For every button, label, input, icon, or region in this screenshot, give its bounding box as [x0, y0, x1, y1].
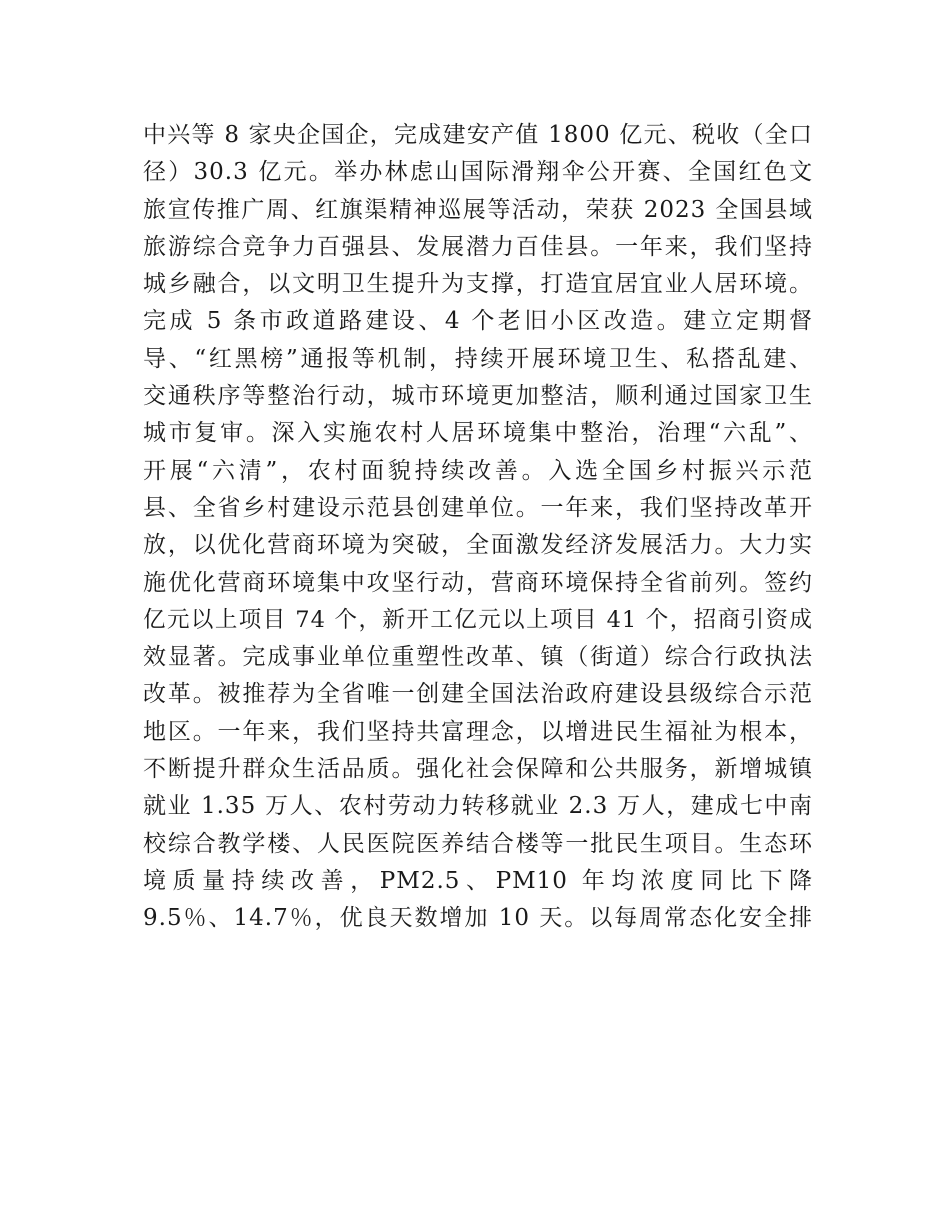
text-line: 地区。一年来，我们坚持共富理念，以增进民生福祉为根本， — [143, 718, 813, 745]
text-line: 不断提升群众生活品质。强化社会保障和公共服务，新增城镇 — [143, 756, 813, 783]
text-line: 城乡融合，以文明卫生提升为支撑，打造宜居宜业人居环境。 — [143, 271, 813, 298]
text-line: 改革。被推荐为全省唯一创建全国法治政府建设县级综合示范 — [143, 681, 813, 708]
text-line: 就业 1.35 万人、农村劳动力转移就业 2.3 万人，建成七中南 — [143, 793, 813, 820]
text-line: 城市复审。深入实施农村人居环境集中整治，治理“六乱”、 — [143, 420, 813, 447]
text-line: 旅宣传推广周、红旗渠精神巡展等活动，荣获 2023 全国县域 — [143, 196, 813, 223]
text-line: 交通秩序等整治行动，城市环境更加整洁，顺利通过国家卫生 — [143, 383, 813, 410]
text-line: 县、全省乡村建设示范县创建单位。一年来，我们坚持改革开 — [143, 494, 813, 521]
text-line: 境质量持续改善，PM2.5、PM10 年均浓度同比下降 — [143, 867, 813, 894]
text-line: 中兴等 8 家央企国企，完成建安产值 1800 亿元、税收（全口 — [143, 122, 813, 148]
text-line: 施优化营商环境集中攻坚行动，营商环境保持全省前列。签约 — [143, 569, 813, 596]
text-line: 校综合教学楼、人民医院医养结合楼等一批民生项目。生态环 — [143, 830, 813, 857]
text-line: 9.5％、14.7％，优良天数增加 10 天。以每周常态化安全排 — [143, 905, 813, 932]
text-line: 旅游综合竞争力百强县、发展潜力百佳县。一年来，我们坚持 — [143, 233, 813, 260]
body-text — [143, 117, 813, 938]
text-line: 导、“红黑榜”通报等机制，持续开展环境卫生、私搭乱建、 — [143, 345, 813, 372]
text-line: 放，以优化营商环境为突破，全面激发经济发展活力。大力实 — [143, 532, 813, 559]
text-line: 亿元以上项目 74 个，新开工亿元以上项目 41 个，招商引资成 — [143, 606, 813, 633]
text-line: 完成 5 条市政道路建设、4 个老旧小区改造。建立定期督 — [143, 308, 813, 335]
text-line: 开展“六清”，农村面貌持续改善。入选全国乡村振兴示范 — [143, 457, 813, 484]
text-line: 效显著。完成事业单位重塑性改革、镇（街道）综合行政执法 — [143, 644, 813, 671]
text-line: 径）30.3 亿元。举办林虑山国际滑翔伞公开赛、全国红色文 — [143, 159, 813, 186]
